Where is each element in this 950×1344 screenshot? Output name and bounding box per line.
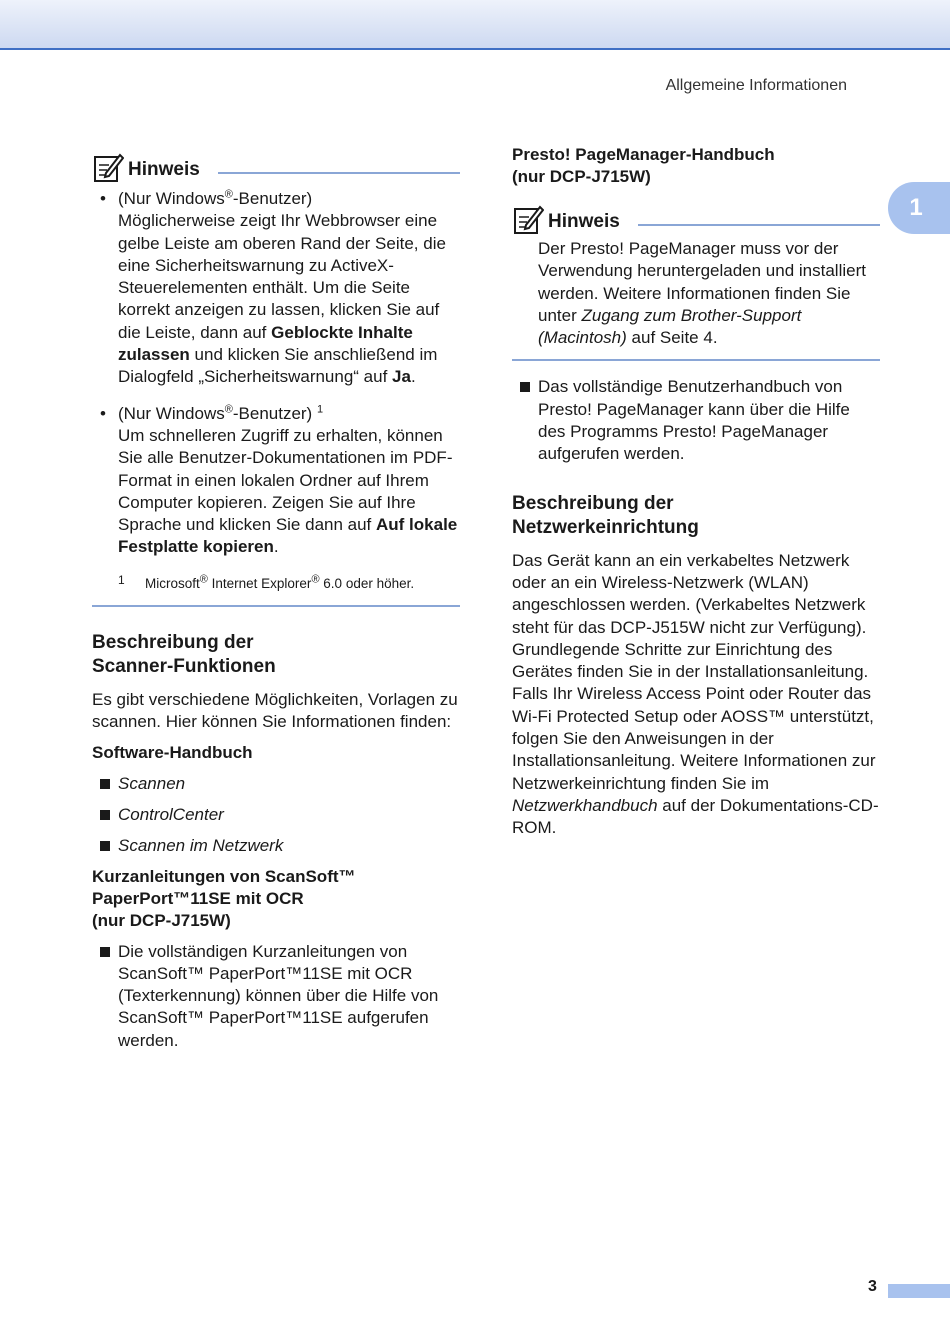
note-end-divider <box>92 605 460 607</box>
subheading: Software-Handbuch <box>92 742 253 762</box>
running-header: Allgemeine Informationen <box>665 77 847 94</box>
footnote-text: Internet Explorer <box>207 575 312 591</box>
note-pencil-icon <box>92 151 124 183</box>
bold-ui-label: Auf lokale Festplatte kopieren <box>118 515 458 557</box>
note-header <box>92 148 460 186</box>
list-item <box>92 804 460 826</box>
list-item-text: Die vollständigen Kurzanleitungen von ScanSoft™ PaperPort™11SE mit OCR (Texterkennung) können über die Hilfe von ScanSoft™ PaperPort™11SE aufgerufen werden. <box>118 941 439 1050</box>
chapter-tab: 1 <box>888 182 950 234</box>
square-bullet-icon <box>100 947 110 957</box>
heading-line: Beschreibung der <box>512 492 674 514</box>
subheading <box>512 144 880 188</box>
note-divider <box>638 224 880 226</box>
square-bullet-icon <box>100 841 110 851</box>
body-text: auf der Dokumentations-CD-ROM. <box>512 795 879 838</box>
section-intro: Es gibt verschiedene Möglichkeiten, Vorlagen zu scannen. Hier können Sie Informationen finden: <box>92 690 458 732</box>
note-text: Der Presto! PageManager muss vor der Verwendung heruntergeladen und installiert werden. Weitere Informationen finden Sie unter <box>538 239 866 325</box>
bold-ui-label: Geblockte Inhalte zulassen <box>118 322 413 365</box>
bullet-text: (Nur Windows <box>118 189 225 208</box>
subheading <box>92 866 460 932</box>
note-bullet-item <box>92 188 460 389</box>
note-divider <box>218 172 460 174</box>
body-text: Das Gerät kann an ein verkabeltes Netzwerk oder an ein Wireless-Netzwerk (WLAN) angeschlossen werden. (Verkabeltes Netzwerk steht für das DCP-J515W nicht zur Verfügung). Grundlegende Schritte zur Einrichtung des Gerätes finden Sie in der Installationsanleitung. Falls Ihr Wireless Access Point oder Router das Wi-Fi Protected Setup oder AOSS™ unterstützt, folgen Sie den Anweisungen in der Installationsanleitung. Weitere Informationen zur Netzwerkeinrichtung finden Sie im <box>512 550 876 793</box>
page-number-bar <box>888 1284 950 1298</box>
bullet-dot: • <box>100 403 106 423</box>
registered-mark: ® <box>311 573 320 586</box>
bullet-text: (Nur Windows <box>118 403 225 423</box>
right-column <box>512 144 880 840</box>
bold-ui-label: Ja <box>392 367 411 387</box>
section-heading <box>512 492 880 540</box>
footnote-number: 1 <box>118 572 125 587</box>
footnote <box>92 573 460 595</box>
registered-mark: ® <box>224 403 233 416</box>
footnote-text: 6.0 oder höher. <box>319 575 415 591</box>
list-item-text: Scannen <box>118 773 186 793</box>
bullet-text: Möglicherweise zeigt Ihr Webbrowser eine gelbe Leiste am oberen Rand der Seite, die eine Sicherheitswarnung zu ActiveX-Steuerelementen enthält. Um die Seite korrekt anzeigen zu lassen, klicken Sie auf die Leiste, dann auf <box>118 211 446 342</box>
list-item <box>92 835 460 857</box>
note-pencil-icon <box>512 203 544 235</box>
list-item-text: Scannen im Netzwerk <box>118 836 284 856</box>
page-number: 3 <box>868 1278 877 1295</box>
heading-line: (nur DCP-J715W) <box>92 910 231 930</box>
square-bullet-icon <box>100 810 110 820</box>
bullet-text: -Benutzer) <box>232 189 313 208</box>
note-body <box>512 238 880 349</box>
bullet-text: Um schnelleren Zugriff zu erhalten, können Sie alle Benutzer-Dokumentationen im PDF-Format in einen lokalen Ordner auf Ihrem Computer kopieren. Zeigen Sie auf Ihre Sprache und klicken Sie dann auf <box>118 425 453 535</box>
note-text: auf Seite 4. <box>626 328 718 348</box>
list-item <box>92 941 460 1052</box>
bullet-text: und klicken Sie anschließend im Dialogfeld „Sicherheitswarnung“ auf <box>118 345 438 387</box>
footnote-reference: 1 <box>316 403 324 416</box>
bullet-text: -Benutzer) <box>232 403 317 423</box>
heading-line: Presto! PageManager-Handbuch <box>512 145 775 164</box>
note-header <box>512 200 880 238</box>
bullet-dot: • <box>100 189 106 208</box>
square-bullet-icon <box>520 382 530 392</box>
heading-line: Netzwerkeinrichtung <box>512 516 699 538</box>
manual-title: Netzwerkhandbuch <box>512 795 658 815</box>
top-header-band <box>0 0 950 50</box>
heading-line: Kurzanleitungen von ScanSoft™ <box>92 866 356 886</box>
list-item <box>512 376 880 465</box>
heading-line: (nur DCP-J715W) <box>512 167 651 186</box>
cross-reference: Zugang zum Brother-Support (Macintosh) <box>538 305 802 348</box>
registered-mark: ® <box>224 188 233 201</box>
note-title: Hinweis <box>548 210 620 232</box>
note-end-divider <box>512 359 880 361</box>
section-body <box>512 550 880 840</box>
registered-mark: ® <box>199 573 208 586</box>
footnote-text: Microsoft <box>145 575 200 591</box>
punctuation: . <box>410 367 416 387</box>
note-title: Hinweis <box>128 158 200 180</box>
heading-line: PaperPort™11SE mit OCR <box>92 888 304 908</box>
heading-line: Scanner-Funktionen <box>92 656 276 678</box>
heading-line: Beschreibung der <box>92 632 254 654</box>
list-item-text: ControlCenter <box>118 804 224 824</box>
section-heading <box>92 631 460 679</box>
note-bullet-item <box>92 403 460 559</box>
list-item <box>92 773 460 795</box>
punctuation: . <box>273 537 279 557</box>
square-bullet-icon <box>100 779 110 789</box>
left-column <box>92 148 460 1052</box>
list-item-text: Das vollständige Benutzerhandbuch von Presto! PageManager kann über die Hilfe des Programms Presto! PageManager aufgerufen werden. <box>538 377 850 464</box>
